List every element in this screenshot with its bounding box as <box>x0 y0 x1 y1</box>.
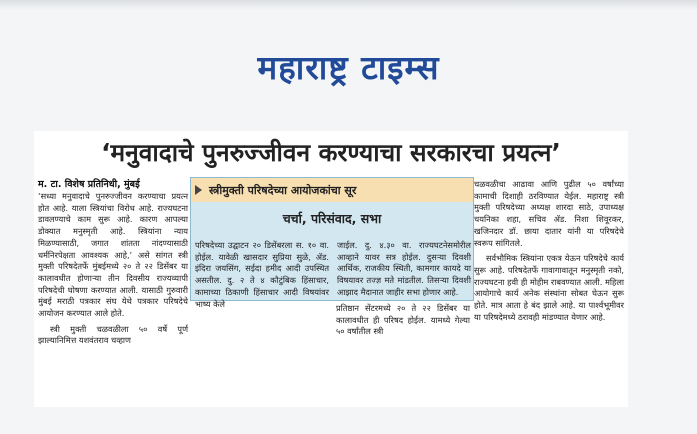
box-body <box>191 236 473 309</box>
article-headline: ‘मनुवादाचे पुनरुज्जीवन करण्याचा सरकारचा प्रयत्न’ <box>101 138 561 167</box>
top-shadow <box>0 0 697 10</box>
column-4 <box>474 179 624 323</box>
box-kicker: स्त्रीमुक्ती परिषदेच्या आयोजकांचा सूर <box>209 184 357 197</box>
sidebar-box <box>190 177 474 309</box>
column-1-para-1: ‘सध्या मनुवादाचे पुनरुज्जीवन करण्याचा प्रयत्न होत आहे. याला स्त्रियांचा विरोध आहे. राज्यघटना डावलण्याचे काम सुरू आहे. कारण आपल्या डोक्यात मनुस्मृती आहे. स्त्रियांना न्याय मिळण्यासाठी, जगात शांतता नांदण्यासाठी धर्मनिरपेक्षता आवश्यक आहे,’ असे सांगत स्त्री मुक्ती परिषदेतर्फे मुंबईमध्ये २० ते २२ डिसेंबर या कालावधीत होणाऱ्या तीन दिवसीय राज्यव्यापी परिषदेची घोषणा करण्यात आली. यासाठी गुरुवारी मुंबई मराठी पत्रकार संघ येथे पत्रकार परिषदेचे आयोजन करण्यात आले होते. <box>38 191 188 319</box>
column-4-para-1: चळवळीचा आढावा आणि पुढील ५० वर्षांच्या कामाची दिशाही ठरविण्यात येईल. महाराष्ट्र स्त्री मुक्ती परिषदेच्या अध्यक्ष शारदा साठे, उपाध्यक्ष चयनिका शहा, सचिव ॲड. निशा शिवूरकर, खजिनदार डॉ. छाया दातार यांनी या परिषदेचे स्वरूप सांगितले. <box>474 179 624 248</box>
news-clipping <box>34 131 628 407</box>
box-text-left: परिषदेच्या उद्घाटन २० डिसेंबरला स. १० वा. होईल. यावेळी खासदार सुप्रिया सुळे, ॲड. इंदिरा जयसिंग, सईदा हमीद आदी उपस्थित असतील. दु. २ ते ४ कौटुंबिक हिंसाचार, कामाच्या ठिकाणी हिंसाचार आदी विषयांवर भाष्य केले <box>195 240 329 309</box>
box-subheading: चर्चा, परिसंवाद, सभा <box>191 202 473 236</box>
box-text-right: जाईल. दु. ४.३० वा. राज्यघटनेसमोरील आव्हाने यावर सत्र होईल. दुसऱ्या दिवशी आर्थिक, राजकीय स्थिती, कामगार कायदे या विषयावर तज्ज्ञ मते मांडतील. तिसऱ्या दिवशी आझाद मैदानात जाहीर सभा होणार आहे. <box>337 240 471 297</box>
newspaper-masthead: महाराष्ट्र टाइम्स <box>257 48 440 87</box>
column-3-below-box: प्रतिष्ठान सेंटरमध्ये २० ते २२ डिसेंबर या कालावधीत ही परिषद होईल. यामध्ये गेल्या ५० वर्षांतील स्त्री <box>336 303 470 337</box>
column-1-para-2: स्त्री मुक्ती चळवळीला ५० वर्षे पूर्ण झाल्यानिमित्त यशवंतराव चव्हाण <box>38 323 188 346</box>
column-4-para-2: सर्वभौमिक स्त्रियांना एकत्र येऊन परिषदेचे कार्य सुरू आहे. परिषदेतर्फे गावागावातून मनुस्मृती नको, राज्यघटना हवी ही मोहीम राबवण्यात आली. महिला आयोगाचे कार्य अनेक संस्थांना सोबत घेऊन सुरू होते. मात्र आता हे बंद झाले आहे. या पार्श्वभूमीवर या परिषदेमध्ये ठरावही मांडण्यात येणार आहे. <box>474 253 624 322</box>
article-byline: म. टा. विशेष प्रतिनिधी, मुंबई <box>38 179 140 190</box>
box-kicker-band <box>191 178 473 202</box>
column-1 <box>38 191 188 347</box>
arrow-icon <box>195 185 202 195</box>
